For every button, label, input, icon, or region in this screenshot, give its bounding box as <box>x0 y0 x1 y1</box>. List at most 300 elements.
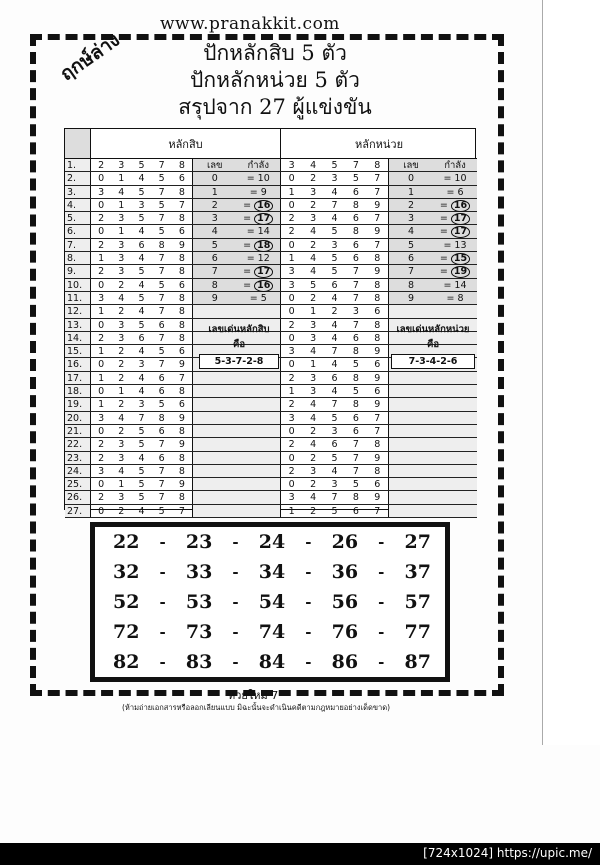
tens-digit: 3 <box>118 266 125 278</box>
hit-number: 72 <box>113 621 140 643</box>
tens-power-cell <box>193 252 281 264</box>
tens-digit: 5 <box>138 492 145 504</box>
units-digit: 9 <box>374 399 381 411</box>
units-digit: 0 <box>288 306 295 318</box>
table-row <box>65 225 477 238</box>
row-number: 9. <box>65 265 91 277</box>
units-digit: 4 <box>310 492 317 504</box>
tens-digit: 0 <box>98 359 105 371</box>
hit-number: 76 <box>331 621 359 643</box>
units-digit: 7 <box>352 160 359 171</box>
tens-digit: 7 <box>158 266 165 278</box>
units-digit: 1 <box>288 505 295 517</box>
dash-separator: - <box>378 533 385 551</box>
tens-highlight-sub: คือ <box>232 339 246 350</box>
power-value: = 8 <box>446 292 464 304</box>
tens-digit: 9 <box>178 359 185 371</box>
units-power-cell <box>389 225 477 237</box>
units-header: หลักหน่วย <box>281 129 477 159</box>
units-digits <box>281 159 389 171</box>
tens-digit: 2 <box>118 306 125 318</box>
units-digit: 0 <box>288 239 295 251</box>
units-digit: 6 <box>331 279 338 291</box>
units-digit: 4 <box>310 226 317 238</box>
table-row <box>65 398 477 411</box>
tens-digit: 4 <box>138 372 145 384</box>
tens-digit: 4 <box>118 412 125 424</box>
units-digit: 4 <box>331 319 338 331</box>
units-digit: 0 <box>288 479 295 491</box>
units-power-cell <box>389 478 477 490</box>
dash-separator: - <box>305 533 312 551</box>
units-power-cell <box>389 239 477 251</box>
row-number: 17. <box>65 372 91 384</box>
tens-digit: 6 <box>178 399 185 411</box>
tens-digit: 1 <box>98 372 105 384</box>
tens-digit: 5 <box>138 465 145 477</box>
table-row <box>65 452 477 465</box>
dash-separator: - <box>305 593 312 611</box>
units-power-cell <box>389 465 477 477</box>
tens-digit: 8 <box>178 292 185 304</box>
tens-digit: 0 <box>98 425 105 437</box>
units-digit: 7 <box>331 492 338 504</box>
power-value-circled: 16 <box>254 200 273 212</box>
units-power-cell <box>389 265 477 277</box>
tens-digit: 5 <box>138 425 145 437</box>
tens-power-cell <box>193 159 281 171</box>
power-value-cell: = 15 <box>433 252 477 264</box>
tens-digit: 8 <box>178 186 185 198</box>
units-power-cell <box>389 212 477 224</box>
tens-power-cell <box>193 438 281 450</box>
units-digit: 8 <box>352 372 359 384</box>
tens-digit: 5 <box>158 346 165 358</box>
power-digit: 1 <box>211 186 218 198</box>
row-number-header <box>65 129 91 159</box>
tens-digits <box>91 372 193 384</box>
units-digit: 8 <box>352 199 359 211</box>
tens-digit: 2 <box>118 279 125 291</box>
watermark-bar <box>0 843 600 865</box>
tens-power-cell <box>193 491 281 503</box>
units-power-cell <box>389 412 477 424</box>
tens-digit: 5 <box>138 319 145 331</box>
hit-number: 54 <box>258 591 286 613</box>
hit-number: 36 <box>331 561 359 583</box>
power-digit: 4 <box>211 226 218 238</box>
tens-digit: 8 <box>178 465 185 477</box>
units-digit: 1 <box>288 386 295 398</box>
tens-digit: 1 <box>118 226 125 238</box>
row-number: 19. <box>65 398 91 410</box>
tens-digit: 5 <box>158 399 165 411</box>
tens-digit: 1 <box>118 173 125 185</box>
tens-digit: 8 <box>178 425 185 437</box>
units-digit: 6 <box>352 425 359 437</box>
tens-digit: 4 <box>138 279 145 291</box>
units-digit: 5 <box>310 279 317 291</box>
units-power-cell <box>389 279 477 291</box>
units-digit: 6 <box>374 306 381 318</box>
dash-separator: - <box>305 623 312 641</box>
units-digit: 6 <box>352 239 359 251</box>
units-digit: 0 <box>288 332 295 344</box>
hit-row <box>95 527 445 557</box>
power-digit: 2 <box>407 199 415 211</box>
units-digit: 3 <box>310 465 317 477</box>
tens-digit: 8 <box>178 452 185 464</box>
tens-power-cell <box>193 425 281 437</box>
units-digits <box>281 199 389 211</box>
row-number: 10. <box>65 279 91 291</box>
power-digit: 9 <box>211 292 218 304</box>
units-digit: 2 <box>288 226 295 238</box>
tens-digit: 8 <box>178 306 185 318</box>
tens-digits <box>91 491 193 503</box>
tens-highlight-value: 5-3-7-2-8 <box>199 354 279 369</box>
tens-digit: 2 <box>118 359 125 371</box>
units-digit: 7 <box>352 465 359 477</box>
units-digit: 6 <box>352 505 359 517</box>
units-highlight-sub: คือ <box>426 339 440 350</box>
hit-number: 53 <box>185 591 213 613</box>
tens-digit: 3 <box>138 399 145 411</box>
tens-digit: 7 <box>158 186 165 198</box>
power-value-cell: = 17 <box>237 265 281 277</box>
units-digit: 2 <box>288 465 295 477</box>
row-number: 18. <box>65 385 91 397</box>
page-label: หวยใหม่ 7 <box>228 689 279 702</box>
units-digit: 2 <box>310 173 317 185</box>
dash-separator: - <box>378 653 385 671</box>
tens-digit: 8 <box>158 412 165 424</box>
units-digit: 5 <box>331 160 338 171</box>
hit-number: 57 <box>404 591 431 613</box>
power-value-circled: 19 <box>451 266 470 278</box>
units-digit: 9 <box>374 492 381 504</box>
units-digit: 6 <box>352 213 359 225</box>
hit-number: 27 <box>404 531 431 553</box>
table-row <box>65 372 477 385</box>
power-value: = 10 <box>246 173 270 185</box>
tens-digit: 2 <box>98 239 105 251</box>
power-digit: 1 <box>407 186 415 198</box>
tens-digit: 4 <box>138 346 145 358</box>
power-digit: 8 <box>407 279 415 291</box>
row-number: 6. <box>65 225 91 237</box>
units-digits <box>281 305 389 317</box>
tens-digit: 4 <box>138 306 145 318</box>
tens-digit: 0 <box>98 173 105 185</box>
units-digit: 7 <box>374 173 381 185</box>
hit-number: 77 <box>404 621 431 643</box>
hit-number: 24 <box>258 531 286 553</box>
units-digit: 4 <box>310 266 317 278</box>
tens-digit: 4 <box>138 253 145 265</box>
units-digit: 3 <box>352 306 359 318</box>
units-digits <box>281 345 389 357</box>
power-digit: 7 <box>211 266 218 278</box>
tens-digits <box>91 319 193 331</box>
hit-number: 52 <box>113 591 140 613</box>
units-digit: 6 <box>331 372 338 384</box>
units-digit: 2 <box>310 479 317 491</box>
tens-power-cell <box>193 212 281 224</box>
units-highlight-value: 7-3-4-2-6 <box>391 354 475 369</box>
tens-digit: 2 <box>98 213 105 225</box>
units-power-cell <box>389 305 477 317</box>
power-value-cell: = 17 <box>433 225 477 237</box>
tens-digit: 5 <box>158 505 165 517</box>
units-power-cell <box>389 292 477 304</box>
units-power-cell <box>389 398 477 410</box>
units-digit: 8 <box>374 465 381 477</box>
units-digits <box>281 186 389 198</box>
units-power-cell <box>389 372 477 384</box>
units-digit: 0 <box>288 292 295 304</box>
row-number: 24. <box>65 465 91 477</box>
units-digit: 7 <box>352 452 359 464</box>
tens-digit: 4 <box>138 452 145 464</box>
dash-separator: - <box>159 533 166 551</box>
tens-highlight <box>199 322 279 369</box>
tens-digit: 4 <box>118 465 125 477</box>
units-power-cell <box>389 172 477 184</box>
dash-separator: - <box>305 563 312 581</box>
units-digit: 8 <box>352 492 359 504</box>
tens-digit: 1 <box>118 479 125 491</box>
units-digits <box>281 358 389 370</box>
units-digit: 4 <box>331 386 338 398</box>
tens-digit: 5 <box>158 199 165 211</box>
units-digit: 4 <box>310 160 317 171</box>
units-digits <box>281 212 389 224</box>
units-digit: 3 <box>310 332 317 344</box>
tens-digits <box>91 186 193 198</box>
tens-digit: 3 <box>118 160 125 171</box>
hit-number: 37 <box>404 561 431 583</box>
table-row <box>65 159 477 172</box>
units-power-cell <box>389 505 477 517</box>
tens-digit: 3 <box>138 359 145 371</box>
tens-digit: 3 <box>98 412 105 424</box>
units-digit: 3 <box>310 213 317 225</box>
units-digit: 4 <box>331 186 338 198</box>
units-digit: 0 <box>288 359 295 371</box>
tens-digit: 0 <box>98 319 105 331</box>
tens-digit: 2 <box>98 332 105 344</box>
tens-digit: 3 <box>118 239 125 251</box>
tens-digits <box>91 478 193 490</box>
tens-digit: 9 <box>178 412 185 424</box>
power-digit: 3 <box>211 213 218 225</box>
tens-digit: 1 <box>98 306 105 318</box>
units-highlight-label: เลขเด่นหลักหน่วย <box>396 324 470 335</box>
units-power-cell <box>389 438 477 450</box>
dash-separator: - <box>159 653 166 671</box>
hit-number: 87 <box>404 651 431 673</box>
units-digit: 2 <box>288 439 295 451</box>
table-row <box>65 265 477 278</box>
row-number: 5. <box>65 212 91 224</box>
hit-number: 22 <box>113 531 140 553</box>
units-digit: 4 <box>310 253 317 265</box>
power-value: = 10 <box>443 173 467 185</box>
hit-row <box>95 587 445 617</box>
units-digit: 2 <box>310 505 317 517</box>
tens-digit: 7 <box>158 306 165 318</box>
units-digit: 6 <box>374 479 381 491</box>
tens-digit: 4 <box>138 505 145 517</box>
units-digit: 7 <box>331 199 338 211</box>
units-digit: 2 <box>310 292 317 304</box>
tens-power-cell <box>193 398 281 410</box>
table-row <box>65 252 477 265</box>
tens-digit: 0 <box>98 226 105 238</box>
hit-number: 34 <box>258 561 286 583</box>
units-digit: 7 <box>352 319 359 331</box>
units-digit: 3 <box>310 319 317 331</box>
units-digits <box>281 265 389 277</box>
units-digit: 2 <box>310 425 317 437</box>
table-row <box>65 186 477 199</box>
dash-separator: - <box>159 623 166 641</box>
units-digits <box>281 372 389 384</box>
tens-digit: 2 <box>98 439 105 451</box>
tens-digit: 7 <box>158 479 165 491</box>
units-digits <box>281 225 389 237</box>
tens-digits <box>91 345 193 357</box>
tens-digit: 5 <box>138 439 145 451</box>
tens-digit: 5 <box>138 160 145 171</box>
dash-separator: - <box>232 593 239 611</box>
power-digit: 5 <box>407 239 415 251</box>
hit-number: 33 <box>185 561 213 583</box>
units-digit: 7 <box>331 399 338 411</box>
power-value-circled: 16 <box>451 200 470 212</box>
units-digit: 5 <box>331 266 338 278</box>
tens-digits <box>91 398 193 410</box>
units-digit: 5 <box>352 173 359 185</box>
units-digit: 5 <box>331 505 338 517</box>
table-row <box>65 412 477 425</box>
tens-digit: 2 <box>98 492 105 504</box>
units-digit: 7 <box>374 505 381 517</box>
units-digits <box>281 239 389 251</box>
power-value: = 5 <box>249 292 267 304</box>
tens-power-cell <box>193 452 281 464</box>
tens-digits <box>91 252 193 264</box>
units-digit: 3 <box>310 372 317 384</box>
power-digit: 8 <box>211 279 218 291</box>
power-value-circled: 17 <box>254 266 273 278</box>
units-digit: 3 <box>288 346 295 358</box>
units-power-cell <box>389 491 477 503</box>
power-value: = 6 <box>446 186 464 198</box>
units-power-cell <box>389 159 477 171</box>
tens-power-cell <box>193 372 281 384</box>
hit-number: 26 <box>331 531 359 553</box>
power-value: = 9 <box>249 186 267 198</box>
tens-digit: 1 <box>118 199 125 211</box>
tens-power-cell <box>193 199 281 211</box>
tens-digit: 6 <box>158 372 165 384</box>
tens-power-cell <box>193 172 281 184</box>
hit-row <box>95 617 445 647</box>
units-digit: 6 <box>352 412 359 424</box>
website-url: www.pranakkit.com <box>160 14 340 34</box>
tens-digit: 6 <box>178 346 185 358</box>
tens-power-cell <box>193 465 281 477</box>
tens-digit: 3 <box>118 439 125 451</box>
units-digit: 3 <box>331 425 338 437</box>
hit-row <box>95 647 445 677</box>
units-digit: 9 <box>374 226 381 238</box>
units-digit: 2 <box>310 452 317 464</box>
units-digit: 7 <box>352 266 359 278</box>
power-value-cell: = 16 <box>237 199 281 211</box>
tens-digit: 9 <box>178 239 185 251</box>
dash-separator: - <box>232 533 239 551</box>
tens-digit: 9 <box>178 479 185 491</box>
units-digit: 6 <box>374 359 381 371</box>
units-digit: 5 <box>331 452 338 464</box>
units-digits <box>281 319 389 331</box>
tens-digits <box>91 212 193 224</box>
tens-digit: 5 <box>138 292 145 304</box>
title-block <box>150 40 400 121</box>
tens-digits <box>91 385 193 397</box>
watermark-text: [724x1024] https://upic.me/ <box>423 846 592 860</box>
power-value-cell: = 17 <box>237 212 281 224</box>
power-value-circled: 16 <box>254 280 273 292</box>
tens-digit: 7 <box>158 292 165 304</box>
tens-digits <box>91 159 193 171</box>
units-digit: 2 <box>288 213 295 225</box>
row-number: 2. <box>65 172 91 184</box>
row-number: 16. <box>65 358 91 370</box>
power-digit: 5 <box>211 239 218 251</box>
tens-digits <box>91 452 193 464</box>
tens-digit: 7 <box>158 492 165 504</box>
tens-digit: 2 <box>118 346 125 358</box>
units-digit: 0 <box>288 199 295 211</box>
units-digit: 7 <box>374 412 381 424</box>
tens-digit: 1 <box>118 386 125 398</box>
tens-digits <box>91 279 193 291</box>
units-power-cell <box>389 199 477 211</box>
units-digit: 8 <box>352 399 359 411</box>
power-value: = 12 <box>246 253 270 265</box>
hit-number: 82 <box>113 651 140 673</box>
tens-digit: 1 <box>98 399 105 411</box>
tens-digit: 4 <box>138 386 145 398</box>
row-number: 22. <box>65 438 91 450</box>
power-value-circled: 18 <box>254 240 273 252</box>
units-power-cell <box>389 452 477 464</box>
units-power-cell <box>389 385 477 397</box>
tens-digit: 6 <box>158 386 165 398</box>
title-line-1: ปักหลักสิบ 5 ตัว <box>203 41 347 65</box>
units-digit: 3 <box>288 266 295 278</box>
units-digit: 1 <box>310 306 317 318</box>
tens-digit: 6 <box>138 332 145 344</box>
units-digit: 2 <box>288 319 295 331</box>
units-digit: 1 <box>310 359 317 371</box>
table-row <box>65 438 477 451</box>
units-digit: 4 <box>331 465 338 477</box>
